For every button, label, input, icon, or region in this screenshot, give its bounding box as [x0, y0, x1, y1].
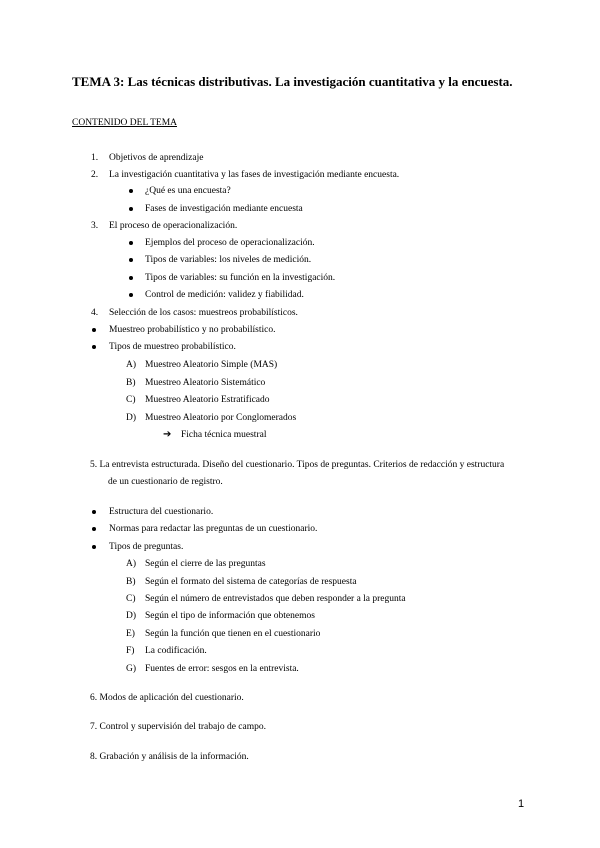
item-6: 6. Modos de aplicación del cuestionario. — [90, 693, 244, 703]
item-3: El proceso de operacionalización. — [109, 221, 238, 231]
bullet-icon — [92, 545, 96, 549]
item-2-bullet-2: Fases de investigación mediante encuesta — [145, 204, 303, 214]
question-type-e: Según la función que tienen en el cuestionario — [145, 629, 321, 639]
sampling-type-c: Muestreo Aleatorio Estratificado — [145, 395, 270, 405]
item-3-bullet-2: Tipos de variables: los niveles de medición. — [145, 255, 312, 265]
item-5-bullet-3: Tipos de preguntas. — [109, 542, 184, 552]
item-4: Selección de los casos: muestreos probabilísticos. — [109, 308, 298, 318]
item-3-marker: 3. — [91, 221, 99, 231]
item-4-bullet-2: Tipos de muestreo probabilístico. — [109, 342, 236, 352]
sampling-type-b: Muestreo Aleatorio Sistemático — [145, 378, 266, 388]
list-marker: A) — [126, 360, 137, 370]
item-5-line-1: 5. La entrevista estructurada. Diseño del cuestionario. Tipos de preguntas. Criterios de redacción y estructura — [90, 460, 505, 470]
bullet-icon — [129, 258, 133, 262]
bullet-icon — [92, 328, 96, 332]
list-marker: D) — [126, 413, 137, 423]
bullet-icon — [129, 241, 133, 245]
question-type-g: Fuentes de error: sesgos en la entrevista. — [145, 664, 299, 674]
item-3-bullet-3: Tipos de variables: su función en la investigación. — [145, 273, 336, 283]
bullet-icon — [129, 276, 133, 280]
item-7: 7. Control y supervisión del trabajo de campo. — [90, 722, 266, 732]
list-marker: G) — [126, 664, 137, 674]
question-type-a: Según el cierre de las preguntas — [145, 559, 266, 569]
question-type-d: Según el tipo de información que obtenemos — [145, 611, 315, 621]
list-marker: F) — [126, 646, 135, 656]
list-marker: C) — [126, 594, 136, 604]
item-8: 8. Grabación y análisis de la información. — [90, 752, 249, 762]
list-marker: B) — [126, 577, 136, 587]
arrow-right-icon: ➔ — [163, 429, 172, 440]
item-2-bullet-1: ¿Qué es una encuesta? — [145, 186, 231, 196]
question-type-b: Según el formato del sistema de categorías de respuesta — [145, 577, 357, 587]
section-heading: CONTENIDO DEL TEMA — [72, 118, 178, 128]
item-4-bullet-1: Muestreo probabilístico y no probabilístico. — [109, 325, 276, 335]
list-marker: E) — [126, 629, 135, 639]
item-5-line-2: de un cuestionario de registro. — [108, 477, 223, 487]
item-1: Objetivos de aprendizaje — [109, 153, 204, 163]
item-5-bullet-1: Estructura del cuestionario. — [109, 507, 214, 517]
sampling-type-d: Muestreo Aleatorio por Conglomerados — [145, 413, 297, 423]
list-marker: A) — [126, 559, 137, 569]
page-number: 1 — [518, 798, 525, 810]
bullet-icon — [92, 510, 96, 514]
sampling-type-a: Muestreo Aleatorio Simple (MAS) — [145, 360, 278, 370]
item-3-bullet-1: Ejemplos del proceso de operacionalización. — [145, 238, 315, 248]
list-marker: C) — [126, 395, 136, 405]
question-type-f: La codificación. — [145, 646, 207, 656]
item-1-marker: 1. — [91, 153, 99, 163]
item-2: La investigación cuantitativa y las fases de investigación mediante encuesta. — [109, 170, 400, 180]
bullet-icon — [92, 345, 96, 349]
question-type-c: Según el número de entrevistados que deben responder a la pregunta — [145, 594, 406, 604]
item-3-bullet-4: Control de medición: validez y fiabilidad. — [145, 290, 304, 300]
bullet-icon — [129, 207, 133, 211]
bullet-icon — [92, 527, 96, 531]
page-title: TEMA 3: Las técnicas distributivas. La investigación cuantitativa y la encuesta. — [72, 74, 513, 89]
item-2-marker: 2. — [91, 170, 99, 180]
list-marker: B) — [126, 378, 136, 388]
list-marker: D) — [126, 611, 137, 621]
item-5-bullet-2: Normas para redactar las preguntas de un cuestionario. — [109, 524, 318, 534]
ficha-tecnica: Ficha técnica muestral — [181, 430, 267, 440]
item-4-marker: 4. — [91, 308, 99, 318]
bullet-icon — [129, 293, 133, 297]
bullet-icon — [129, 189, 133, 193]
